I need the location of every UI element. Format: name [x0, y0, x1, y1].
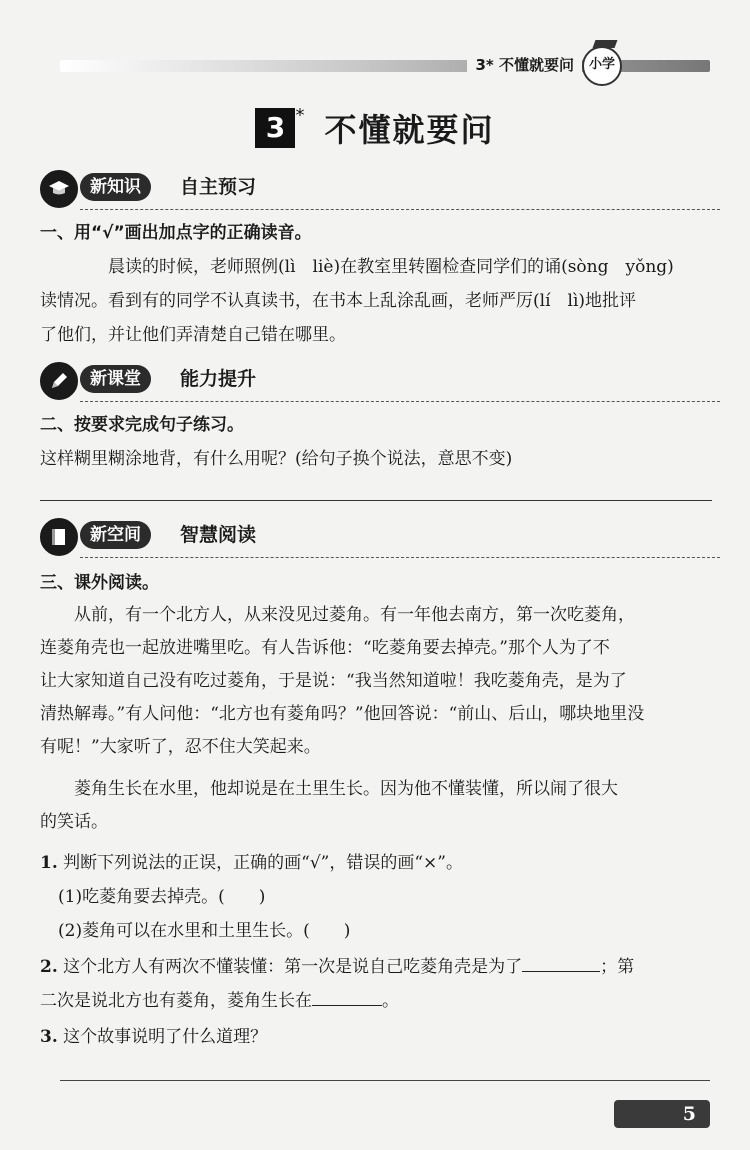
passage-line: 菱角生长在水里，他却说是在土里生长。因为他不懂装懂，所以闹了很大: [74, 779, 618, 799]
question-1-heading: 一、用“√”画出加点字的正确读音。: [40, 223, 312, 243]
section-pill: 新空间: [80, 521, 151, 549]
sub-question-text: 二次是说北方也有菱角，菱角生长在: [40, 991, 312, 1011]
lesson-star: *: [295, 105, 305, 126]
answer-line[interactable]: [40, 500, 712, 501]
sub-question-2-cont: [40, 986, 399, 1011]
sub-question-2: [40, 952, 634, 977]
section-subtitle: 能力提升: [180, 368, 257, 390]
divider: [80, 401, 720, 402]
fill-blank[interactable]: [522, 957, 600, 972]
q1-line-2: 读情况。看到有的同学不认真读书，在书本上乱涂乱画，老师严厉(lí lì)地批评: [40, 291, 637, 311]
q2-prompt: 这样糊里糊涂地背，有什么用呢？(给句子换个说法，意思不变): [40, 449, 513, 469]
passage-line: 有呢！”大家听了，忍不住大笑起来。: [40, 737, 321, 757]
passage-line: 连菱角壳也一起放进嘴里吃。有人告诉他：“吃菱角要去掉壳。”那个人为了不: [40, 638, 610, 658]
section-pill: 新知识: [80, 173, 151, 201]
question-3-heading: 三、课外阅读。: [40, 573, 159, 593]
passage-line: 让大家知道自己没有吃过菱角，于是说：“我当然知道啦！我吃菱角壳，是为了: [40, 671, 627, 691]
sub-question-number: 2.: [40, 957, 58, 977]
sub-question-text: 判断下列说法的正误，正确的画“√”，错误的画“×”。: [63, 853, 463, 873]
school-logo: 小学: [582, 46, 622, 86]
lesson-title-row: [0, 105, 750, 155]
judge-item-1[interactable]: (1)吃菱角要去掉壳。( ): [58, 887, 266, 907]
sub-question-text: 这个故事说明了什么道理？: [63, 1027, 268, 1047]
section-header-reading: [40, 518, 720, 554]
judge-item-2[interactable]: (2)菱角可以在水里和土里生长。( ): [58, 921, 351, 941]
book-icon: [40, 518, 78, 556]
sub-question-1: [40, 848, 463, 873]
passage-line: 的笑话。: [40, 812, 108, 832]
section-header-practice: [40, 362, 720, 398]
question-2-heading: 二、按要求完成句子练习。: [40, 415, 244, 435]
sub-question-number: 1.: [40, 853, 58, 873]
fill-blank[interactable]: [312, 991, 382, 1006]
sub-question-text: ；第: [600, 957, 635, 977]
page-number: 5: [614, 1100, 710, 1128]
passage-line: 从前，有一个北方人，从来没见过菱角。有一年他去南方，第一次吃菱角，: [74, 605, 635, 625]
lesson-title: 不懂就要问: [324, 111, 495, 149]
section-pill: 新课堂: [80, 365, 151, 393]
q1-line-3: 了他们，并让他们弄清楚自己错在哪里。: [40, 325, 346, 345]
sub-question-text: 这个北方人有两次不懂装懂：第一次是说自己吃菱角壳是为了: [63, 957, 523, 977]
lesson-number: 3: [255, 108, 295, 148]
graduation-cap-icon: [40, 170, 78, 208]
running-header-text: 3* 不懂就要问: [467, 52, 582, 78]
sub-question-text: 。: [382, 991, 399, 1011]
passage-line: 清热解毒。”有人问他：“北方也有菱角吗？”他回答说：“前山、后山，哪块地里没: [40, 704, 645, 724]
footer-line: [60, 1080, 710, 1081]
sub-question-number: 3.: [40, 1027, 58, 1047]
running-header: [60, 52, 710, 80]
section-subtitle: 自主预习: [180, 176, 257, 198]
section-subtitle: 智慧阅读: [180, 524, 257, 546]
q1-line-1: 晨读的时候，老师照例(lì liè)在教室里转圈检查同学们的诵(sòng yǒng): [108, 257, 674, 277]
divider: [80, 557, 720, 558]
divider: [80, 209, 720, 210]
pencil-icon: [40, 362, 78, 400]
sub-question-3: [40, 1022, 267, 1047]
section-header-preview: [40, 170, 720, 206]
